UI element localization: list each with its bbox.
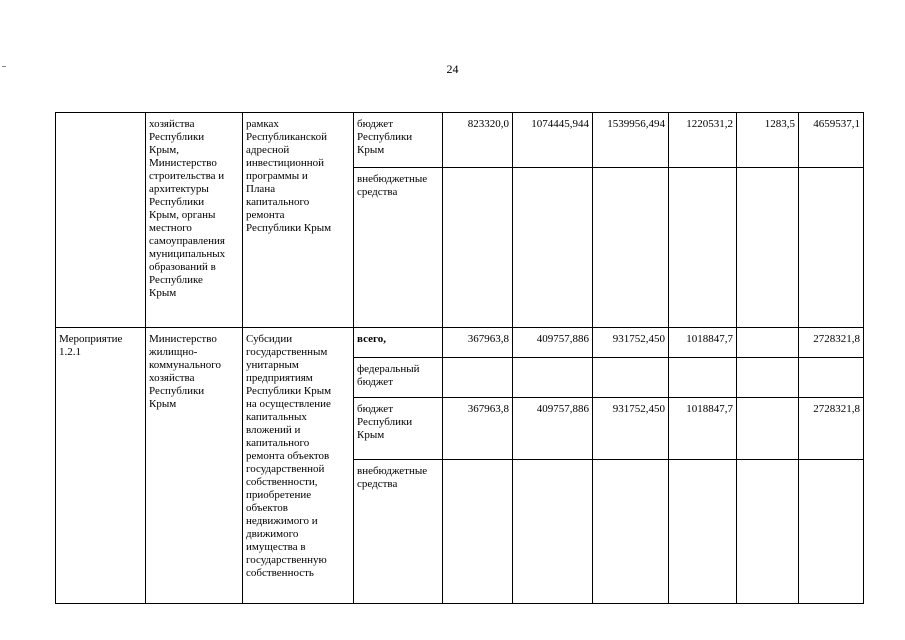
executor-line: архитектуры (149, 183, 209, 195)
value-cell: 1539956,494 (593, 113, 669, 168)
purpose-line: вложений и (246, 424, 301, 436)
purpose-line: Республики Крым (246, 222, 332, 234)
value-cell: 1018847,7 (669, 328, 737, 358)
source-label: всего, (354, 328, 443, 358)
value-cell (737, 398, 799, 460)
purpose-line: приобретение (246, 489, 312, 501)
value-cell (799, 358, 864, 398)
value-cell: 823320,0 (443, 113, 513, 168)
purpose-line: капитальных (246, 411, 307, 423)
purpose-line: движимого (246, 528, 299, 540)
value-cell (593, 460, 669, 604)
purpose-line: рамках (246, 118, 279, 130)
executor-line: образований в (149, 261, 216, 273)
value-cell (737, 328, 799, 358)
purpose-line: адресной (246, 144, 290, 156)
page-number: 24 (446, 62, 459, 76)
purpose-line: капитального (246, 196, 310, 208)
scan-edge-mark (2, 66, 6, 67)
value-cell: 2728321,8 (799, 398, 864, 460)
executor-line: жилищно- (149, 346, 198, 358)
table-row (56, 113, 864, 168)
value-cell (593, 358, 669, 398)
value-cell (799, 460, 864, 604)
purpose-line: инвестиционной (246, 157, 325, 169)
executor-line: Республики (149, 196, 205, 208)
executor-cell (146, 328, 243, 604)
value-cell (593, 168, 669, 328)
value-cell: 409757,886 (513, 398, 593, 460)
source-label: внебюджетные средства (354, 460, 443, 604)
value-cell: 931752,450 (593, 328, 669, 358)
executor-line: Крым, органы (149, 209, 216, 221)
purpose-line: программы и (246, 170, 308, 182)
purpose-line: на осуществление (246, 398, 331, 410)
value-cell: 1220531,2 (669, 113, 737, 168)
executor-line: строительства и (149, 170, 225, 182)
value-cell (669, 358, 737, 398)
table-row (56, 328, 864, 358)
event-cell: Мероприятие 1.2.1 (56, 328, 146, 604)
source-label: бюджет Республики Крым (354, 398, 443, 460)
value-cell (443, 460, 513, 604)
executor-line: муниципальных (149, 248, 226, 260)
purpose-line: унитарным (246, 359, 299, 371)
purpose-line: ремонта (246, 209, 285, 221)
value-cell: 2728321,8 (799, 328, 864, 358)
purpose-line: Субсидии (246, 333, 293, 345)
purpose-cell (243, 328, 354, 604)
value-cell: 1074445,944 (513, 113, 593, 168)
value-cell (669, 460, 737, 604)
purpose-line: Плана (246, 183, 276, 195)
value-cell (443, 168, 513, 328)
executor-line: Крым, (149, 144, 179, 156)
value-cell: 367963,8 (443, 328, 513, 358)
value-cell (669, 168, 737, 328)
event-cell (56, 113, 146, 328)
value-cell (737, 168, 799, 328)
purpose-line: капитального (246, 437, 310, 449)
purpose-line: государственной (246, 463, 325, 475)
value-cell: 931752,450 (593, 398, 669, 460)
purpose-line: недвижимого и (246, 515, 318, 527)
executor-line: самоуправления (149, 235, 225, 247)
executor-line: Крым (149, 398, 177, 410)
value-cell (443, 358, 513, 398)
purpose-line: предприятиям (246, 372, 313, 384)
executor-line: Министерство (149, 333, 217, 345)
value-cell (513, 460, 593, 604)
value-cell: 409757,886 (513, 328, 593, 358)
executor-line: хозяйства (149, 372, 195, 384)
purpose-line: ремонта объектов (246, 450, 330, 462)
value-cell (737, 358, 799, 398)
value-cell (513, 358, 593, 398)
value-cell: 1283,5 (737, 113, 799, 168)
purpose-line: государственным (246, 346, 328, 358)
executor-line: коммунального (149, 359, 221, 371)
value-cell: 4659537,1 (799, 113, 864, 168)
value-cell (737, 460, 799, 604)
purpose-line: Республиканской (246, 131, 327, 143)
executor-line: Министерство (149, 157, 217, 169)
value-cell (513, 168, 593, 328)
budget-table (55, 112, 864, 604)
executor-line: хозяйства (149, 118, 195, 130)
executor-line: Республики (149, 131, 205, 143)
purpose-line: Республики Крым (246, 385, 332, 397)
source-label: внебюджетные средства (354, 168, 443, 328)
executor-line: местного (149, 222, 192, 234)
executor-cell (146, 113, 243, 328)
executor-line: Республике (149, 274, 203, 286)
purpose-cell (243, 113, 354, 328)
value-cell (799, 168, 864, 328)
purpose-line: собственность (246, 567, 314, 579)
source-label: федеральный бюджет (354, 358, 443, 398)
value-cell: 1018847,7 (669, 398, 737, 460)
purpose-line: имущества в (246, 541, 306, 553)
value-cell: 367963,8 (443, 398, 513, 460)
purpose-line: государственную (246, 554, 327, 566)
purpose-line: собственности, (246, 476, 318, 488)
purpose-line: объектов (246, 502, 288, 514)
executor-line: Республики (149, 385, 205, 397)
source-label: бюджет Республики Крым (354, 113, 443, 168)
executor-line: Крым (149, 287, 177, 299)
